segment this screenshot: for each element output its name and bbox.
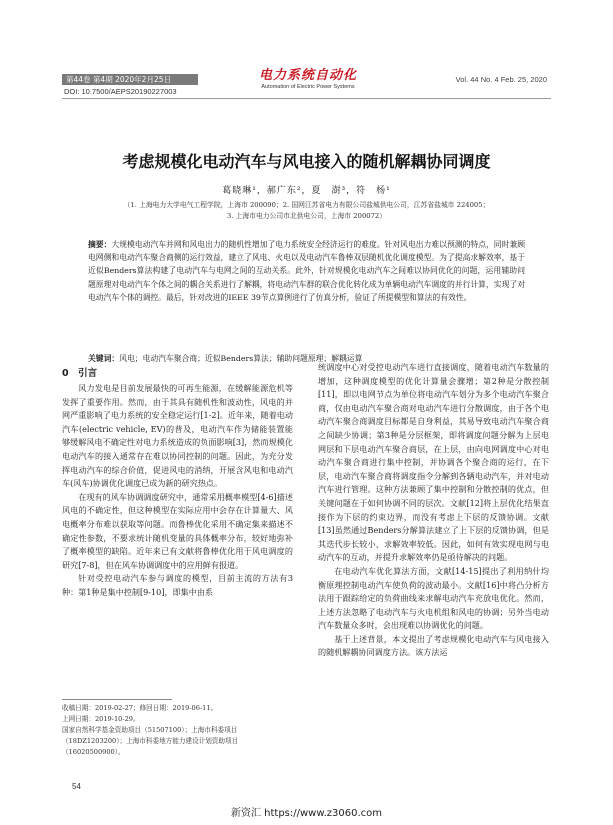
doi: DOI: 10.7500/AEPS20190227003 bbox=[64, 87, 177, 96]
journal-logo: 电力系统自动化 bbox=[258, 68, 357, 83]
journal-name-en: Automation of Electric Power Systems bbox=[261, 84, 355, 90]
affiliations bbox=[72, 200, 541, 222]
footnote-line: 收稿日期：2019-02-27；修回日期：2019-06-11。 bbox=[62, 704, 218, 712]
footnote-line: （16020500900）。 bbox=[62, 748, 125, 756]
right-column bbox=[318, 361, 549, 660]
issue-label: 第44卷 第4期 2020年2月25日 bbox=[66, 75, 171, 84]
paragraph: 基于上述背景，本文提出了考虑规模化电动汽车与风电接入的随机解耦协同调度方法。该方法运 bbox=[318, 633, 549, 658]
footnote-line: 上网日期：2019-10-29。 bbox=[62, 715, 140, 723]
issue-label-en: Vol. 44 No. 4 Feb. 25, 2020 bbox=[455, 75, 547, 84]
paragraph: 在现有的风车协调调度研究中，通常采用概率模型[4-6]描述风电的不确定性，但这种模型在实际应用中会存在计算量大、风电概率分布难以获取等问题。而鲁棒优化采用不确定集来描述不确定性参数，不要求统计随机变量的具体概率分布，较好地弥补了概率模型的缺陷。近年来已有文献将鲁棒优化用于风电调度的研究[7-8]，但在风车协调调度中的应用鲜有报道。 bbox=[62, 491, 293, 570]
paragraph: 风力发电是目前发展最快的可再生能源，在缓解能源危机等发挥了重要作用。然而，由于其具有随机性和波动性，风电的并网严重影响了电力系统的安全稳定运行[1-2]。近年来，随着电动汽车(electric vehicle, EV)的普及，电动汽车作为储能装置能够缓解风电不确定性对电力系统造成的负面影响[3]，然而规模化电动汽车的接入通常存在难以协同控制的问题。因此，为充分发挥电动汽车的综合价值，促进风电的消纳，开展含风电和电动汽车(风车)协调优化调度已成为新的研究热点。 bbox=[62, 383, 293, 489]
header-divider bbox=[62, 98, 551, 99]
paragraph: 统调度中心对受控电动汽车进行直接调度，随着电动汽车数量的增加，这种调度模型的优化计算量会骤增；第2种是分散控制[11]，即以电网节点为单位将电动汽车划分为多个电动汽车聚合商，仅由电动汽车聚合商对电动汽车进行分散调度，由于各个电动汽车聚合商调度目标都是自身利益，其易导致电动汽车聚合商之间缺少协调；第3种是分层框架，即将调度问题分解为上层电网层和下层电动汽车聚合商层，在上层，由向电网调度中心对电动汽车聚合商进行集中控制，并协调各个聚合商的运行，在下层，电动汽车聚合商将调度指令分解到各辆电动汽车，并对电动汽车进行管理。这种方法兼顾了集中控制和分散控制的优点，但关键问题在于如何协调不同的层次。文献[12]将上层优化结果直接作为下层的约束边界，而没有考虑上下层的反馈协调。文献[13]虽然通过Benders分解算法建立了上下层的反馈协调，但是其迭代步长较小、求解效率较低。因此，如何有效实现电网与电动汽车的互动，并提升求解效率仍是亟待解决的问题。 bbox=[318, 362, 549, 563]
affiliation-line: 3. 上海市电力公司市北供电公司，上海市 200072） bbox=[226, 212, 387, 220]
paragraph: 在电动汽车优化算法方面，文献[14-15]提出了利用纳什均衡原理控制电动汽车使负荷的波动最小。文献[16]中将凸分析方法用于跟踪给定的负荷曲线来求解电动汽车充放电优化。然而，上述方法忽略了电动汽车与火电机组和风电的协调；另外当电动汽车数量众多时，会出现难以协调优化的问题。 bbox=[318, 565, 549, 631]
section-heading: 0 引言 bbox=[62, 368, 98, 379]
footnotes bbox=[62, 703, 297, 758]
footnote-line: 国家自然科学基金资助项目（51507100）；上海市科委项目 bbox=[62, 726, 238, 734]
left-column bbox=[62, 366, 293, 600]
abstract-label: 摘要： bbox=[88, 240, 112, 249]
keywords-label: 关键词： bbox=[88, 354, 120, 363]
paper-title: 考虑规模化电动汽车与风电接入的随机解耦协同调度 bbox=[122, 152, 491, 171]
watermark-text: 新资汇 https://www.z3060.com bbox=[230, 808, 383, 819]
paragraph: 针对受控电动汽车参与调度的模型，目前主流的方法有3种：第1种是集中控制[9-10]，即集中由系 bbox=[62, 573, 293, 597]
affiliation-line: （1. 上海电力大学电气工程学院，上海市 200090；2. 国网江苏省电力有限公司盐城供电公司，江苏省盐城市 224005； bbox=[123, 201, 490, 209]
authors: 葛晓琳¹，郝广东²，夏 澍³，符 杨¹ bbox=[222, 186, 391, 196]
abstract bbox=[88, 238, 525, 304]
page-number: 54 bbox=[72, 782, 81, 791]
footnote-line: （18DZ1203200）；上海市科委地方能力建设计划资助项目 bbox=[62, 737, 239, 745]
keywords-text: 风电；电动汽车聚合商；近似Benders算法；辅助问题原理；解耦运算 bbox=[119, 354, 363, 363]
footnote-divider bbox=[62, 699, 172, 700]
abstract-text: 大规模电动汽车并网和风电出力的随机性增加了电力系统安全经济运行的难度。针对风电出力难以预测的特点，同时兼顾电网侧和电动汽车聚合商侧的运行效益，建立了风电、火电以及电动汽车鲁棒双层随机优化调度模型。为了提高求解效率，基于近似Benders算法构建了电动汽车与电网之间的互动关系。此外，针对规模化电动汽车之间难以协同优化的问题，运用辅助问题原理对电动汽车个体之间的耦合关系进行了解耦，将电动汽车群的联合优化转化成为单辆电动汽车调度的并行计算，实现了对电动汽车个体的调控。最后，针对改进的IEEE 39节点算例进行了仿真分析，验证了所提模型和算法的有效性。 bbox=[88, 240, 526, 302]
